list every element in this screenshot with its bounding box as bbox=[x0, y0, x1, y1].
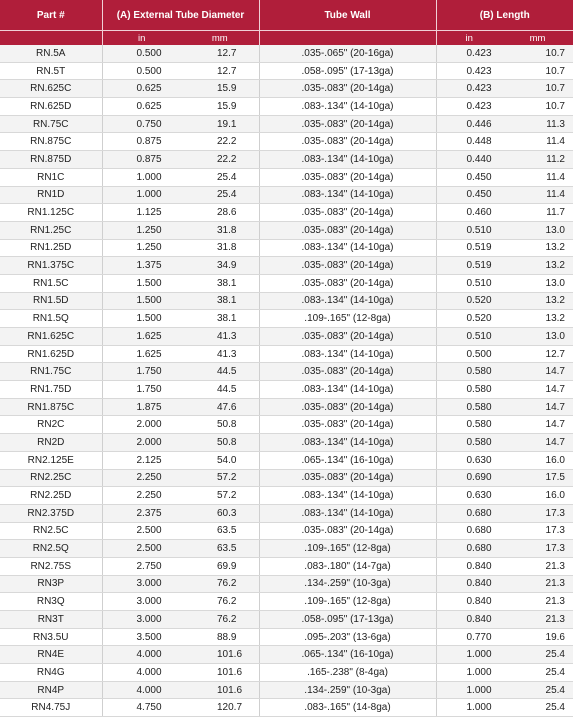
table-row bbox=[0, 681, 573, 699]
tube-wall-cell: .058-.095" (17-13ga) bbox=[259, 611, 436, 629]
part-number-cell: RN2.25D bbox=[0, 487, 102, 505]
diameter-mm-cell: 50.8 bbox=[181, 416, 259, 434]
diameter-in-cell: 1.250 bbox=[102, 221, 181, 239]
table-row bbox=[0, 151, 573, 169]
table-row bbox=[0, 451, 573, 469]
part-number-cell: RN1.5D bbox=[0, 292, 102, 310]
diameter-in-cell: 3.000 bbox=[102, 575, 181, 593]
part-number-cell: RN1D bbox=[0, 186, 102, 204]
table-header bbox=[0, 0, 573, 45]
length-in-cell: 0.520 bbox=[436, 310, 502, 328]
table-row bbox=[0, 115, 573, 133]
part-number-cell: RN2.75S bbox=[0, 557, 102, 575]
diameter-in-cell: 2.500 bbox=[102, 522, 181, 540]
length-in-cell: 1.000 bbox=[436, 646, 502, 664]
length-in-cell: 0.519 bbox=[436, 257, 502, 275]
length-mm-cell: 17.3 bbox=[502, 540, 573, 558]
tube-wall-cell: .035-.083" (20-14ga) bbox=[259, 274, 436, 292]
diameter-mm-cell: 31.8 bbox=[181, 221, 259, 239]
length-in-cell: 0.423 bbox=[436, 98, 502, 116]
length-in-cell: 0.500 bbox=[436, 345, 502, 363]
diameter-mm-cell: 120.7 bbox=[181, 699, 259, 717]
part-number-cell: RN1.5Q bbox=[0, 310, 102, 328]
table-row bbox=[0, 345, 573, 363]
table-row bbox=[0, 45, 573, 62]
tube-wall-cell: .035-.065" (20-16ga) bbox=[259, 45, 436, 62]
table-row bbox=[0, 699, 573, 717]
part-number-cell: RN3Q bbox=[0, 593, 102, 611]
length-in-cell: 0.680 bbox=[436, 522, 502, 540]
part-number-cell: RN4P bbox=[0, 681, 102, 699]
length-mm-cell: 13.2 bbox=[502, 292, 573, 310]
part-number-cell: RN.625C bbox=[0, 80, 102, 98]
tube-wall-cell: .058-.095" (17-13ga) bbox=[259, 62, 436, 80]
part-number-cell: RN.875C bbox=[0, 133, 102, 151]
length-in-cell: 0.580 bbox=[436, 434, 502, 452]
tube-wall-cell: .035-.083" (20-14ga) bbox=[259, 221, 436, 239]
table-row bbox=[0, 487, 573, 505]
diameter-in-cell: 1.500 bbox=[102, 292, 181, 310]
diameter-in-cell: 3.000 bbox=[102, 593, 181, 611]
length-in-cell: 0.510 bbox=[436, 328, 502, 346]
diameter-mm-cell: 44.5 bbox=[181, 363, 259, 381]
part-number-cell: RN4E bbox=[0, 646, 102, 664]
table-row bbox=[0, 186, 573, 204]
part-number-cell: RN2.375D bbox=[0, 504, 102, 522]
length-mm-cell: 11.4 bbox=[502, 133, 573, 151]
diameter-in-cell: 1.750 bbox=[102, 381, 181, 399]
diameter-in-cell: 3.000 bbox=[102, 611, 181, 629]
length-mm-cell: 14.7 bbox=[502, 363, 573, 381]
diameter-mm-cell: 88.9 bbox=[181, 628, 259, 646]
table-row bbox=[0, 363, 573, 381]
length-in-cell: 0.630 bbox=[436, 487, 502, 505]
diameter-mm-cell: 50.8 bbox=[181, 434, 259, 452]
subheader-length-mm: mm bbox=[502, 31, 573, 46]
tube-wall-cell: .083-.134" (14-10ga) bbox=[259, 434, 436, 452]
diameter-in-cell: 1.250 bbox=[102, 239, 181, 257]
length-mm-cell: 14.7 bbox=[502, 416, 573, 434]
tube-wall-cell: .165-.238" (8-4ga) bbox=[259, 664, 436, 682]
diameter-mm-cell: 57.2 bbox=[181, 487, 259, 505]
part-number-cell: RN.875D bbox=[0, 151, 102, 169]
tube-wall-cell: .134-.259" (10-3ga) bbox=[259, 575, 436, 593]
tube-wall-cell: .065-.134" (16-10ga) bbox=[259, 451, 436, 469]
length-in-cell: 0.690 bbox=[436, 469, 502, 487]
length-mm-cell: 14.7 bbox=[502, 398, 573, 416]
length-mm-cell: 21.3 bbox=[502, 611, 573, 629]
diameter-in-cell: 3.500 bbox=[102, 628, 181, 646]
diameter-mm-cell: 31.8 bbox=[181, 239, 259, 257]
length-mm-cell: 11.2 bbox=[502, 151, 573, 169]
length-in-cell: 0.423 bbox=[436, 45, 502, 62]
tube-wall-cell: .134-.259" (10-3ga) bbox=[259, 681, 436, 699]
diameter-in-cell: 1.500 bbox=[102, 310, 181, 328]
tube-wall-cell: .083-.134" (14-10ga) bbox=[259, 487, 436, 505]
table-row bbox=[0, 133, 573, 151]
tube-wall-cell: .035-.083" (20-14ga) bbox=[259, 328, 436, 346]
diameter-in-cell: 1.000 bbox=[102, 186, 181, 204]
diameter-in-cell: 1.875 bbox=[102, 398, 181, 416]
tube-wall-cell: .035-.083" (20-14ga) bbox=[259, 363, 436, 381]
table-row bbox=[0, 557, 573, 575]
part-number-cell: RN2C bbox=[0, 416, 102, 434]
subheader-diameter-mm: mm bbox=[181, 31, 259, 46]
diameter-in-cell: 2.750 bbox=[102, 557, 181, 575]
diameter-in-cell: 1.500 bbox=[102, 274, 181, 292]
tube-wall-cell: .083-.134" (14-10ga) bbox=[259, 151, 436, 169]
length-mm-cell: 13.0 bbox=[502, 328, 573, 346]
length-in-cell: 0.460 bbox=[436, 204, 502, 222]
length-in-cell: 0.580 bbox=[436, 416, 502, 434]
header-tube-wall: Tube Wall bbox=[259, 0, 436, 31]
length-mm-cell: 16.0 bbox=[502, 487, 573, 505]
length-mm-cell: 14.7 bbox=[502, 381, 573, 399]
length-mm-cell: 14.7 bbox=[502, 434, 573, 452]
diameter-mm-cell: 41.3 bbox=[181, 345, 259, 363]
tube-wall-cell: .083-.134" (14-10ga) bbox=[259, 292, 436, 310]
diameter-mm-cell: 12.7 bbox=[181, 62, 259, 80]
diameter-mm-cell: 38.1 bbox=[181, 274, 259, 292]
diameter-mm-cell: 60.3 bbox=[181, 504, 259, 522]
diameter-in-cell: 4.000 bbox=[102, 646, 181, 664]
length-mm-cell: 10.7 bbox=[502, 80, 573, 98]
length-mm-cell: 21.3 bbox=[502, 593, 573, 611]
part-number-cell: RN1C bbox=[0, 168, 102, 186]
part-number-cell: RN.75C bbox=[0, 115, 102, 133]
length-in-cell: 0.510 bbox=[436, 274, 502, 292]
length-in-cell: 0.448 bbox=[436, 133, 502, 151]
tube-wall-cell: .035-.083" (20-14ga) bbox=[259, 115, 436, 133]
length-in-cell: 0.840 bbox=[436, 611, 502, 629]
length-mm-cell: 21.3 bbox=[502, 557, 573, 575]
length-in-cell: 0.423 bbox=[436, 80, 502, 98]
subheader-blank bbox=[0, 31, 102, 46]
diameter-in-cell: 2.000 bbox=[102, 434, 181, 452]
length-in-cell: 0.580 bbox=[436, 381, 502, 399]
diameter-mm-cell: 12.7 bbox=[181, 45, 259, 62]
diameter-in-cell: 0.625 bbox=[102, 98, 181, 116]
length-in-cell: 0.680 bbox=[436, 540, 502, 558]
diameter-mm-cell: 69.9 bbox=[181, 557, 259, 575]
length-in-cell: 0.440 bbox=[436, 151, 502, 169]
part-number-cell: RN1.625C bbox=[0, 328, 102, 346]
part-number-cell: RN2D bbox=[0, 434, 102, 452]
length-in-cell: 0.423 bbox=[436, 62, 502, 80]
diameter-in-cell: 4.750 bbox=[102, 699, 181, 717]
table-row bbox=[0, 98, 573, 116]
length-mm-cell: 17.3 bbox=[502, 522, 573, 540]
table-body bbox=[0, 45, 573, 717]
part-number-cell: RN.625D bbox=[0, 98, 102, 116]
diameter-in-cell: 1.000 bbox=[102, 168, 181, 186]
length-mm-cell: 10.7 bbox=[502, 45, 573, 62]
diameter-mm-cell: 54.0 bbox=[181, 451, 259, 469]
length-in-cell: 0.580 bbox=[436, 398, 502, 416]
diameter-in-cell: 2.250 bbox=[102, 487, 181, 505]
tube-wall-cell: .083-.180" (14-7ga) bbox=[259, 557, 436, 575]
diameter-mm-cell: 41.3 bbox=[181, 328, 259, 346]
length-in-cell: 0.840 bbox=[436, 557, 502, 575]
diameter-mm-cell: 63.5 bbox=[181, 522, 259, 540]
part-number-cell: RN3P bbox=[0, 575, 102, 593]
tube-wall-cell: .065-.134" (16-10ga) bbox=[259, 646, 436, 664]
diameter-mm-cell: 63.5 bbox=[181, 540, 259, 558]
length-mm-cell: 16.0 bbox=[502, 451, 573, 469]
length-mm-cell: 25.4 bbox=[502, 699, 573, 717]
length-mm-cell: 11.7 bbox=[502, 204, 573, 222]
length-mm-cell: 19.6 bbox=[502, 628, 573, 646]
part-number-cell: RN1.375C bbox=[0, 257, 102, 275]
part-number-cell: RN3T bbox=[0, 611, 102, 629]
length-mm-cell: 25.4 bbox=[502, 681, 573, 699]
table-row bbox=[0, 593, 573, 611]
diameter-in-cell: 2.500 bbox=[102, 540, 181, 558]
table-row bbox=[0, 398, 573, 416]
length-mm-cell: 17.5 bbox=[502, 469, 573, 487]
tube-wall-cell: .035-.083" (20-14ga) bbox=[259, 398, 436, 416]
length-in-cell: 0.680 bbox=[436, 504, 502, 522]
diameter-in-cell: 0.875 bbox=[102, 151, 181, 169]
part-number-cell: RN2.5C bbox=[0, 522, 102, 540]
length-mm-cell: 21.3 bbox=[502, 575, 573, 593]
diameter-in-cell: 1.625 bbox=[102, 328, 181, 346]
length-in-cell: 0.840 bbox=[436, 575, 502, 593]
table-row bbox=[0, 646, 573, 664]
diameter-in-cell: 0.625 bbox=[102, 80, 181, 98]
part-number-cell: RN.5A bbox=[0, 45, 102, 62]
diameter-mm-cell: 15.9 bbox=[181, 80, 259, 98]
length-in-cell: 0.450 bbox=[436, 168, 502, 186]
length-in-cell: 0.630 bbox=[436, 451, 502, 469]
tube-wall-cell: .083-.134" (14-10ga) bbox=[259, 504, 436, 522]
length-mm-cell: 13.2 bbox=[502, 257, 573, 275]
tube-wall-cell: .035-.083" (20-14ga) bbox=[259, 416, 436, 434]
table-row bbox=[0, 611, 573, 629]
table-row bbox=[0, 381, 573, 399]
length-in-cell: 1.000 bbox=[436, 681, 502, 699]
diameter-mm-cell: 44.5 bbox=[181, 381, 259, 399]
length-in-cell: 0.446 bbox=[436, 115, 502, 133]
table-row bbox=[0, 575, 573, 593]
table-row bbox=[0, 274, 573, 292]
length-mm-cell: 12.7 bbox=[502, 345, 573, 363]
diameter-in-cell: 1.750 bbox=[102, 363, 181, 381]
diameter-in-cell: 1.125 bbox=[102, 204, 181, 222]
diameter-in-cell: 0.875 bbox=[102, 133, 181, 151]
part-number-cell: RN1.5C bbox=[0, 274, 102, 292]
tube-wall-cell: .035-.083" (20-14ga) bbox=[259, 469, 436, 487]
tube-wall-cell: .083-.134" (14-10ga) bbox=[259, 186, 436, 204]
part-number-cell: RN4G bbox=[0, 664, 102, 682]
length-mm-cell: 10.7 bbox=[502, 62, 573, 80]
tube-wall-cell: .109-.165" (12-8ga) bbox=[259, 593, 436, 611]
tube-wall-cell: .035-.083" (20-14ga) bbox=[259, 168, 436, 186]
table-row bbox=[0, 221, 573, 239]
part-number-cell: RN1.75D bbox=[0, 381, 102, 399]
length-in-cell: 0.580 bbox=[436, 363, 502, 381]
table-row bbox=[0, 204, 573, 222]
table-row bbox=[0, 504, 573, 522]
tube-wall-cell: .083-.134" (14-10ga) bbox=[259, 381, 436, 399]
tube-wall-cell: .083-.134" (14-10ga) bbox=[259, 239, 436, 257]
tube-wall-cell: .035-.083" (20-14ga) bbox=[259, 204, 436, 222]
table-row bbox=[0, 310, 573, 328]
tube-wall-cell: .035-.083" (20-14ga) bbox=[259, 522, 436, 540]
part-number-cell: RN1.625D bbox=[0, 345, 102, 363]
diameter-mm-cell: 25.4 bbox=[181, 168, 259, 186]
subheader-wall-blank bbox=[259, 31, 436, 46]
subheader-diameter-in: in bbox=[102, 31, 181, 46]
tube-wall-cell: .083-.134" (14-10ga) bbox=[259, 345, 436, 363]
part-number-cell: RN1.875C bbox=[0, 398, 102, 416]
header-tube-diameter: (A) External Tube Diameter bbox=[102, 0, 259, 31]
table-row bbox=[0, 540, 573, 558]
diameter-in-cell: 4.000 bbox=[102, 681, 181, 699]
table-row bbox=[0, 168, 573, 186]
diameter-mm-cell: 101.6 bbox=[181, 664, 259, 682]
table-row bbox=[0, 62, 573, 80]
part-number-cell: RN1.25D bbox=[0, 239, 102, 257]
diameter-in-cell: 2.250 bbox=[102, 469, 181, 487]
diameter-in-cell: 0.500 bbox=[102, 45, 181, 62]
table-row bbox=[0, 469, 573, 487]
length-in-cell: 0.840 bbox=[436, 593, 502, 611]
diameter-mm-cell: 76.2 bbox=[181, 575, 259, 593]
table-row bbox=[0, 434, 573, 452]
table-row bbox=[0, 328, 573, 346]
diameter-in-cell: 2.375 bbox=[102, 504, 181, 522]
part-number-cell: RN3.5U bbox=[0, 628, 102, 646]
table-row bbox=[0, 292, 573, 310]
diameter-mm-cell: 47.6 bbox=[181, 398, 259, 416]
part-number-cell: RN2.25C bbox=[0, 469, 102, 487]
part-number-cell: RN1.25C bbox=[0, 221, 102, 239]
length-mm-cell: 11.4 bbox=[502, 168, 573, 186]
part-number-cell: RN4.75J bbox=[0, 699, 102, 717]
diameter-mm-cell: 22.2 bbox=[181, 133, 259, 151]
table-row bbox=[0, 239, 573, 257]
diameter-in-cell: 1.375 bbox=[102, 257, 181, 275]
tube-wall-cell: .109-.165" (12-8ga) bbox=[259, 310, 436, 328]
diameter-mm-cell: 101.6 bbox=[181, 681, 259, 699]
tube-wall-cell: .095-.203" (13-6ga) bbox=[259, 628, 436, 646]
tube-wall-cell: .035-.083" (20-14ga) bbox=[259, 133, 436, 151]
diameter-mm-cell: 25.4 bbox=[181, 186, 259, 204]
header-part: Part # bbox=[0, 0, 102, 31]
table-row bbox=[0, 522, 573, 540]
length-mm-cell: 13.0 bbox=[502, 274, 573, 292]
diameter-in-cell: 4.000 bbox=[102, 664, 181, 682]
diameter-mm-cell: 15.9 bbox=[181, 98, 259, 116]
diameter-mm-cell: 76.2 bbox=[181, 593, 259, 611]
length-in-cell: 0.510 bbox=[436, 221, 502, 239]
diameter-in-cell: 2.125 bbox=[102, 451, 181, 469]
length-mm-cell: 10.7 bbox=[502, 98, 573, 116]
subheader-length-in: in bbox=[436, 31, 502, 46]
length-mm-cell: 13.2 bbox=[502, 239, 573, 257]
part-number-cell: RN2.5Q bbox=[0, 540, 102, 558]
diameter-in-cell: 1.625 bbox=[102, 345, 181, 363]
table-row bbox=[0, 80, 573, 98]
length-mm-cell: 17.3 bbox=[502, 504, 573, 522]
length-mm-cell: 25.4 bbox=[502, 664, 573, 682]
diameter-in-cell: 2.000 bbox=[102, 416, 181, 434]
diameter-mm-cell: 19.1 bbox=[181, 115, 259, 133]
diameter-mm-cell: 38.1 bbox=[181, 310, 259, 328]
tube-wall-cell: .083-.134" (14-10ga) bbox=[259, 98, 436, 116]
length-in-cell: 1.000 bbox=[436, 699, 502, 717]
length-mm-cell: 11.4 bbox=[502, 186, 573, 204]
tube-wall-cell: .035-.083" (20-14ga) bbox=[259, 80, 436, 98]
part-number-cell: RN1.125C bbox=[0, 204, 102, 222]
length-mm-cell: 11.3 bbox=[502, 115, 573, 133]
table-row bbox=[0, 416, 573, 434]
diameter-mm-cell: 57.2 bbox=[181, 469, 259, 487]
length-in-cell: 0.520 bbox=[436, 292, 502, 310]
diameter-mm-cell: 22.2 bbox=[181, 151, 259, 169]
length-mm-cell: 13.0 bbox=[502, 221, 573, 239]
part-number-cell: RN2.125E bbox=[0, 451, 102, 469]
diameter-in-cell: 0.500 bbox=[102, 62, 181, 80]
table-row bbox=[0, 257, 573, 275]
diameter-mm-cell: 76.2 bbox=[181, 611, 259, 629]
header-length: (B) Length bbox=[436, 0, 573, 31]
length-in-cell: 0.519 bbox=[436, 239, 502, 257]
tube-wall-cell: .109-.165" (12-8ga) bbox=[259, 540, 436, 558]
length-mm-cell: 13.2 bbox=[502, 310, 573, 328]
length-in-cell: 1.000 bbox=[436, 664, 502, 682]
diameter-mm-cell: 28.6 bbox=[181, 204, 259, 222]
length-in-cell: 0.770 bbox=[436, 628, 502, 646]
diameter-in-cell: 0.750 bbox=[102, 115, 181, 133]
length-mm-cell: 25.4 bbox=[502, 646, 573, 664]
tube-wall-cell: .035-.083" (20-14ga) bbox=[259, 257, 436, 275]
length-in-cell: 0.450 bbox=[436, 186, 502, 204]
diameter-mm-cell: 38.1 bbox=[181, 292, 259, 310]
diameter-mm-cell: 101.6 bbox=[181, 646, 259, 664]
table-row bbox=[0, 628, 573, 646]
tube-wall-cell: .083-.165" (14-8ga) bbox=[259, 699, 436, 717]
part-number-cell: RN1.75C bbox=[0, 363, 102, 381]
part-number-cell: RN.5T bbox=[0, 62, 102, 80]
diameter-mm-cell: 34.9 bbox=[181, 257, 259, 275]
